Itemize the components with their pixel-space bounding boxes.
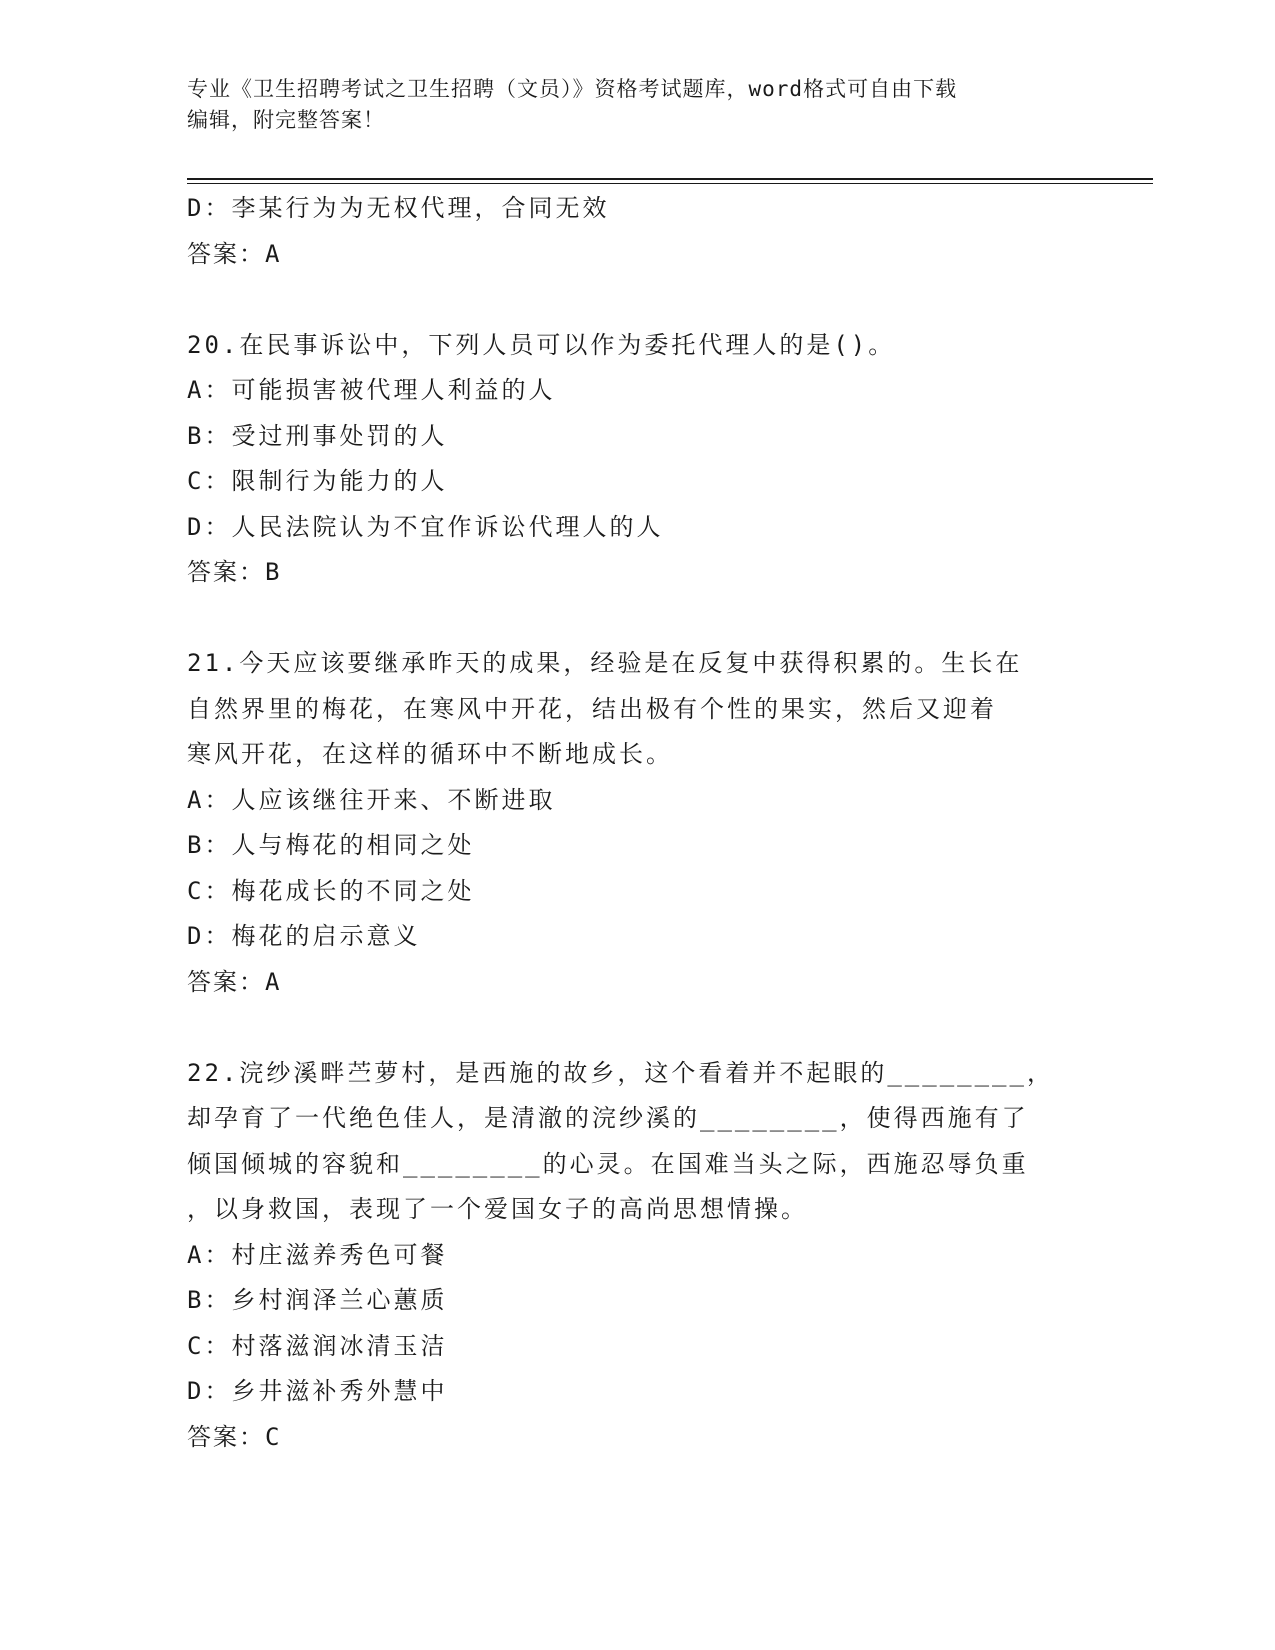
question-text-line-2: 自然界里的梅花，在寒风中开花，结出极有个性的果实，然后又迎着 [187,694,997,723]
answer-line [187,550,1087,596]
answer-label: 答案： [187,1422,265,1451]
option-d: D：梅花的启示意义 [187,922,421,950]
answer-line [187,232,1087,278]
option-d: D：乡井滋补秀外慧中 [187,1377,448,1405]
question-text-line-3: 倾国倾城的容貌和________的心灵。在国难当头之际，西施忍辱负重 [187,1149,1029,1178]
spacer [187,277,1087,323]
option-a: A：可能损害被代理人利益的人 [187,376,556,404]
option-d: D：李某行为为无权代理，合同无效 [187,194,610,222]
answer-label: 答案： [187,558,265,586]
option-c: C：村落滋润冰清玉洁 [187,1331,448,1360]
question-20 [187,323,1087,596]
question-text-line-1: 22.浣纱溪畔苎萝村，是西施的故乡，这个看着并不起眼的________， [187,1058,1054,1087]
answer-line [187,1415,1087,1461]
option-c: C：限制行为能力的人 [187,467,448,495]
option-d: D：人民法院认为不宜作诉讼代理人的人 [187,512,664,541]
answer-line [187,960,1087,1006]
option-b: B：受过刑事处罚的人 [187,421,448,450]
header-divider-thin [187,183,1153,184]
answer-value: A [265,239,282,268]
answer-label: 答案： [187,967,265,996]
answer-value: B [265,558,282,586]
option-c: C：梅花成长的不同之处 [187,876,475,905]
question-text: 20.在民事诉讼中，下列人员可以作为委托代理人的是()。 [187,330,896,359]
document-body [187,186,1087,1460]
spacer [187,1005,1087,1051]
option-b: B：乡村润泽兰心蕙质 [187,1286,448,1314]
question-text-line-3: 寒风开花，在这样的循环中不断地成长。 [187,740,673,768]
question-21 [187,641,1087,1005]
answer-value: C [265,1422,282,1451]
question-text-line-1: 21.今天应该要继承昨天的成果，经验是在反复中获得积累的。生长在 [187,649,1023,677]
option-a: A：村庄滋养秀色可餐 [187,1240,448,1269]
option-a: A：人应该继往开来、不断进取 [187,785,556,814]
answer-label: 答案： [187,239,265,268]
question-text-line-4: ，以身救国，表现了一个爱国女子的高尚思想情操。 [187,1195,808,1223]
spacer [187,596,1087,642]
question-22 [187,1051,1087,1461]
header-line-2: 编辑，附完整答案！ [187,108,385,132]
document-header [187,74,1087,136]
answer-value: A [265,967,282,996]
option-b: B：人与梅花的相同之处 [187,831,475,859]
header-divider-thick [187,178,1153,180]
header-line-1: 专业《卫生招聘考试之卫生招聘（文员）》资格考试题库，word格式可自由下载 [187,77,958,101]
question-text-line-2: 却孕育了一代绝色佳人，是清澈的浣纱溪的________，使得西施有了 [187,1104,1029,1132]
